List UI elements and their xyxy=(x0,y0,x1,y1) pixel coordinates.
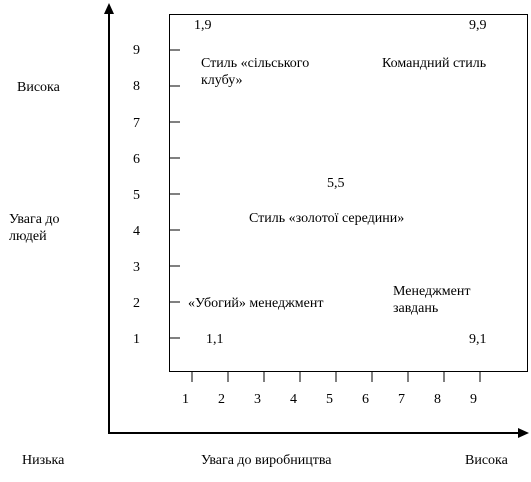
y-tick-label: 7 xyxy=(133,116,140,131)
impoverished-style-label: «Убогий» менеджмент xyxy=(188,296,324,311)
x-tick-label: 4 xyxy=(290,392,297,407)
x-tick-label: 5 xyxy=(326,392,333,407)
y-tick-label: 1 xyxy=(133,332,140,347)
x-tick-label: 1 xyxy=(182,392,189,407)
country-club-style-label: Стиль «сільського клубу» xyxy=(201,56,310,88)
x-axis-title: Увага до виробництва xyxy=(201,453,332,468)
y-tick-marks xyxy=(169,50,180,338)
x-tick-marks xyxy=(192,372,480,382)
x-axis-arrow xyxy=(518,428,529,438)
y-tick-label: 3 xyxy=(133,260,140,275)
y-axis-high-label: Висока xyxy=(17,80,60,95)
point-9-9-coord: 9,9 xyxy=(469,18,487,33)
x-axis-low-label: Низька xyxy=(22,453,65,468)
point-1-9-coord: 1,9 xyxy=(194,18,212,33)
x-tick-label: 2 xyxy=(218,392,225,407)
task-management-style-label: Менеджмент завдань xyxy=(393,284,471,316)
team-style-label: Командний стиль xyxy=(382,56,487,71)
y-tick-label: 9 xyxy=(133,43,140,58)
y-tick-label: 8 xyxy=(133,79,140,94)
middle-road-style-label: Стиль «золотої середини» xyxy=(249,211,405,226)
x-tick-label: 9 xyxy=(470,392,477,407)
point-1-1-coord: 1,1 xyxy=(206,332,224,347)
point-5-5-coord: 5,5 xyxy=(327,176,345,191)
x-tick-label: 8 xyxy=(434,392,441,407)
y-tick-label: 5 xyxy=(133,188,140,203)
point-9-1-coord: 9,1 xyxy=(469,332,487,347)
y-tick-label: 6 xyxy=(133,152,140,167)
y-tick-label: 4 xyxy=(133,224,140,239)
y-axis-title: Увага до людей xyxy=(9,212,60,244)
x-tick-label: 6 xyxy=(362,392,369,407)
y-axis-arrow xyxy=(104,3,114,14)
x-tick-label: 3 xyxy=(254,392,261,407)
y-tick-label: 2 xyxy=(133,296,140,311)
x-tick-label: 7 xyxy=(398,392,405,407)
x-axis-high-label: Висока xyxy=(465,453,508,468)
